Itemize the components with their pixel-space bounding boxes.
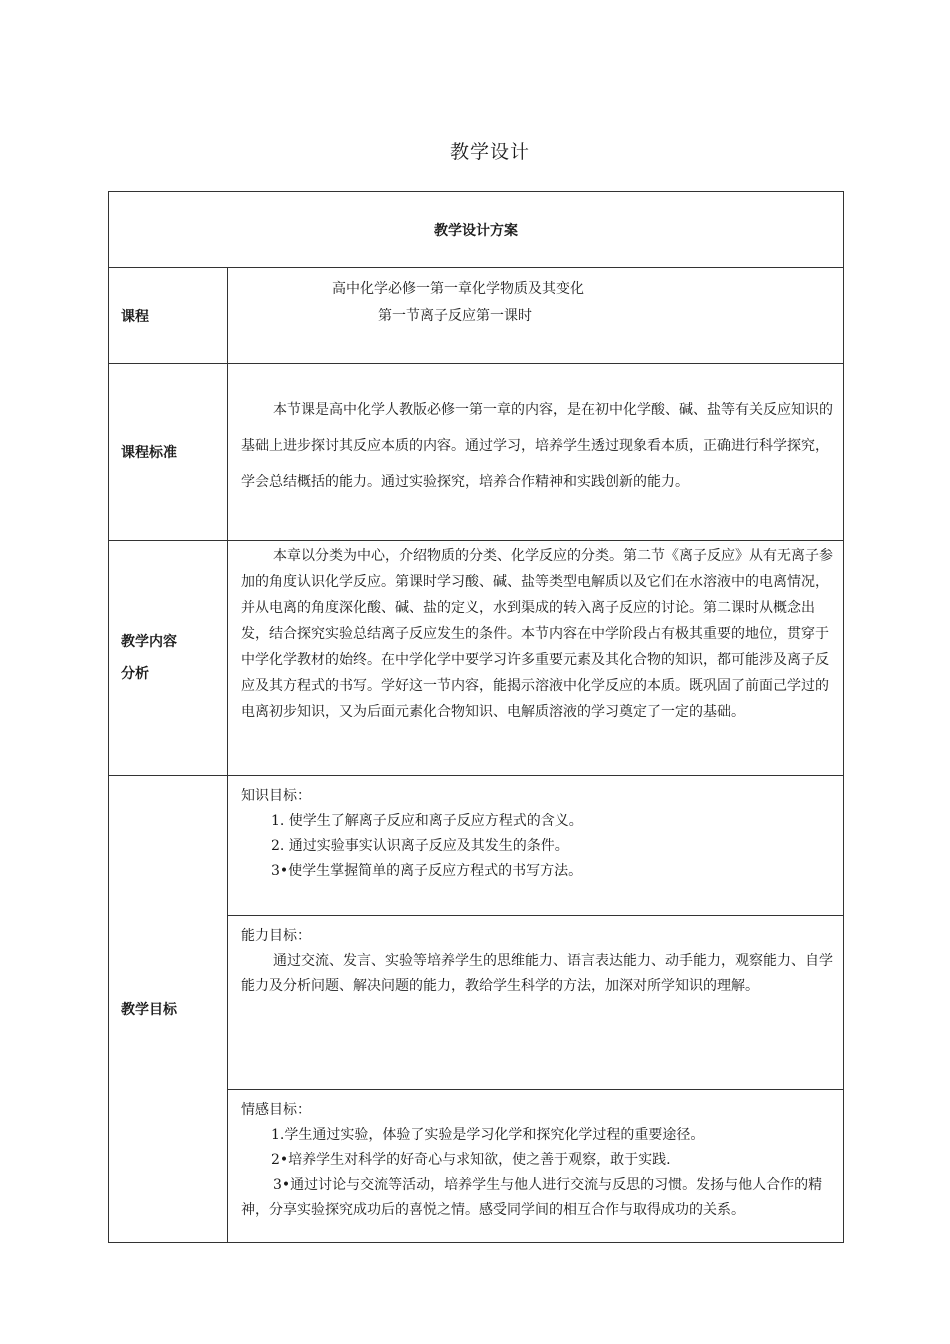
emotion-item: 1.学生通过实验，体验了实验是学习化学和探究化学过程的重要途径。 bbox=[271, 1127, 705, 1143]
standard-label: 课程标准 bbox=[109, 364, 228, 541]
scheme-header: 教学设计方案 bbox=[109, 192, 844, 268]
standard-content bbox=[228, 364, 844, 541]
knowledge-heading: 知识目标： bbox=[241, 788, 311, 804]
standard-row bbox=[109, 364, 844, 541]
emotion-item: 2•培养学生对科学的好奇心与求知欲，使之善于观察，敢于实践. bbox=[271, 1152, 671, 1168]
emotion-heading: 情感目标： bbox=[241, 1102, 311, 1118]
analysis-row bbox=[109, 541, 844, 776]
course-label: 课程 bbox=[109, 268, 228, 364]
document-title: 教学设计 bbox=[449, 141, 530, 163]
knowledge-goal-row bbox=[109, 776, 844, 916]
standard-text: 本节课是高中化学人教版必修一第一章的内容，是在初中化学酸、碱、盐等有关反应知识的基础上进步探讨其反应本质的内容。通过学习，培养学生透过现象看本质，正确进行科学探究，学会总结概括的能力。通过实验探究，培养合作精神和实践创新的能力。 bbox=[241, 402, 833, 490]
course-lesson-line: 第一节离子反应第一课时 bbox=[378, 308, 532, 324]
knowledge-item: 1. 使学生了解离子反应和离子反应方程式的含义。 bbox=[271, 813, 583, 829]
emotion-goal bbox=[228, 1090, 844, 1243]
scheme-header-row bbox=[109, 192, 844, 268]
analysis-label-line1: 教学内容 bbox=[121, 634, 177, 650]
emotion-paragraph: 3•通过讨论与交流等活动，培养学生与他人进行交流与反思的习惯。发扬与他人合作的精神，分享实验探究成功后的喜悦之情。感受同学间的相互合作与取得成功的关系。 bbox=[241, 1177, 823, 1218]
teaching-plan-table bbox=[108, 191, 844, 1243]
course-row bbox=[109, 268, 844, 364]
course-content bbox=[228, 268, 844, 364]
analysis-text: 本章以分类为中心，介绍物质的分类、化学反应的分类。第二节《离子反应》从有无离子参加的角度认识化学反应。第课时学习酸、碱、盐等类型电解质以及它们在水溶液中的电离情况，并从电离的角度深化酸、碱、盐的定义，水到渠成的转入离子反应的讨论。第二课时从概念出发，结合探究实验总结离子反应发生的条件。本节内容在中学阶段占有极其重要的地位，贯穿于中学化学教材的始终。在中学化学中要学习许多重要元素及其化合物的知识，都可能涉及离子反应及其方程式的书写。学好这一节内容，能揭示溶液中化学反应的本质。既巩固了前面己学过的电离初步知识，又为后面元素化合物知识、电解质溶液的学习奠定了一定的基础。 bbox=[241, 548, 833, 720]
ability-heading: 能力目标： bbox=[241, 928, 311, 944]
goals-label: 教学目标 bbox=[109, 776, 228, 1243]
ability-text: 通过交流、发言、实验等培养学生的思维能力、语言表达能力、动手能力，观察能力、自学能力及分析问题、解决问题的能力，教给学生科学的方法，加深对所学知识的理解。 bbox=[241, 953, 833, 994]
analysis-label-line2: 分析 bbox=[121, 666, 149, 682]
knowledge-item: 2. 通过实验事实认识离子反应及其发生的条件。 bbox=[271, 838, 569, 854]
knowledge-item: 3•使学生掌握简单的离子反应方程式的书写方法。 bbox=[271, 863, 583, 879]
analysis-label bbox=[109, 541, 228, 776]
knowledge-goal bbox=[228, 776, 844, 916]
ability-goal bbox=[228, 916, 844, 1090]
course-title-line: 高中化学必修一第一章化学物质及其变化 bbox=[332, 281, 584, 297]
analysis-content bbox=[228, 541, 844, 776]
